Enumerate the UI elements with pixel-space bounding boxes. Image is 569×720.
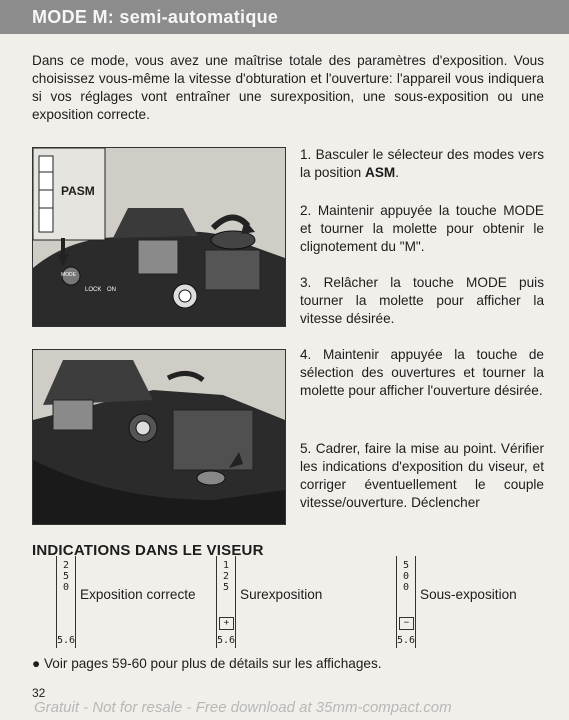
camera-top-drawing-2 — [33, 350, 285, 524]
aperture-value: 5.6 — [57, 635, 76, 646]
plus-indicator-icon: + — [219, 617, 234, 630]
shutter-digits: 1 2 5 — [222, 560, 230, 593]
asm-symbol: ASM — [365, 165, 396, 180]
step-3: 3. Relâcher la touche MODE puis tourner la molette pour afficher la vitesse désirée. — [300, 275, 544, 326]
step-2: 2. Maintenir appuyée la touche MODE et tourner la molette pour obtenir le clignotement du "M". — [300, 203, 544, 254]
step-1-end: . — [395, 165, 399, 180]
viewfinder-display — [56, 556, 76, 648]
mode-button-label: MODE — [61, 272, 76, 278]
minus-indicator-icon: − — [399, 617, 414, 630]
on-label: ON — [107, 287, 116, 293]
camera-top-drawing-1 — [33, 148, 285, 326]
intro-paragraph: Dans ce mode, vous avez une maîtrise totale des paramètres d'exposition. Vous choisissez vous-même la vitesse d'obturation et l'ouverture: l'appareil vous indiquera si vos réglages vont entraîner une surexposition, une sous-exposition ou une exposition correcte. — [32, 53, 544, 122]
page-title: MODE M: semi-automatique — [32, 7, 279, 27]
reference-note: ● Voir pages 59-60 pour plus de détails sur les affichages. — [32, 656, 382, 671]
shutter-digits: 5 0 0 — [402, 560, 410, 593]
step-1 — [300, 146, 544, 182]
step-1-text: 1. Basculer le sélecteur des modes vers la position — [300, 147, 544, 180]
shutter-digits: 2 5 0 — [62, 560, 70, 593]
camera-top-illustration-aperture — [32, 349, 286, 525]
section-title: INDICATIONS DANS LE VISEUR — [32, 542, 264, 559]
camera-top-illustration-mode-dial — [32, 147, 286, 327]
footer-watermark: Gratuit - Not for resale - Free download at 35mm-compact.com — [34, 699, 452, 716]
viewfinder-display — [216, 556, 236, 648]
step-5: 5. Cadrer, faire la mise au point. Vérifier les indications d'exposition du viseur, et corriger éventuellement le couple vitesse/ouverture. Déclencher — [300, 441, 544, 510]
page-number: 32 — [32, 686, 46, 700]
viewfinder-label: Exposition correcte — [80, 587, 196, 602]
viewfinder-display — [396, 556, 416, 648]
mode-dial-label: PASM — [61, 184, 95, 198]
aperture-value: 5.6 — [217, 635, 236, 646]
header-bar — [0, 0, 569, 34]
viewfinder-label: Sous-exposition — [420, 587, 517, 602]
lock-label: LOCK — [85, 287, 102, 293]
aperture-value: 5.6 — [397, 635, 416, 646]
step-4: 4. Maintenir appuyée la touche de sélection des ouvertures et tourner la molette pour afficher l'ouverture désirée. — [300, 347, 544, 398]
viewfinder-label: Surexposition — [240, 587, 323, 602]
